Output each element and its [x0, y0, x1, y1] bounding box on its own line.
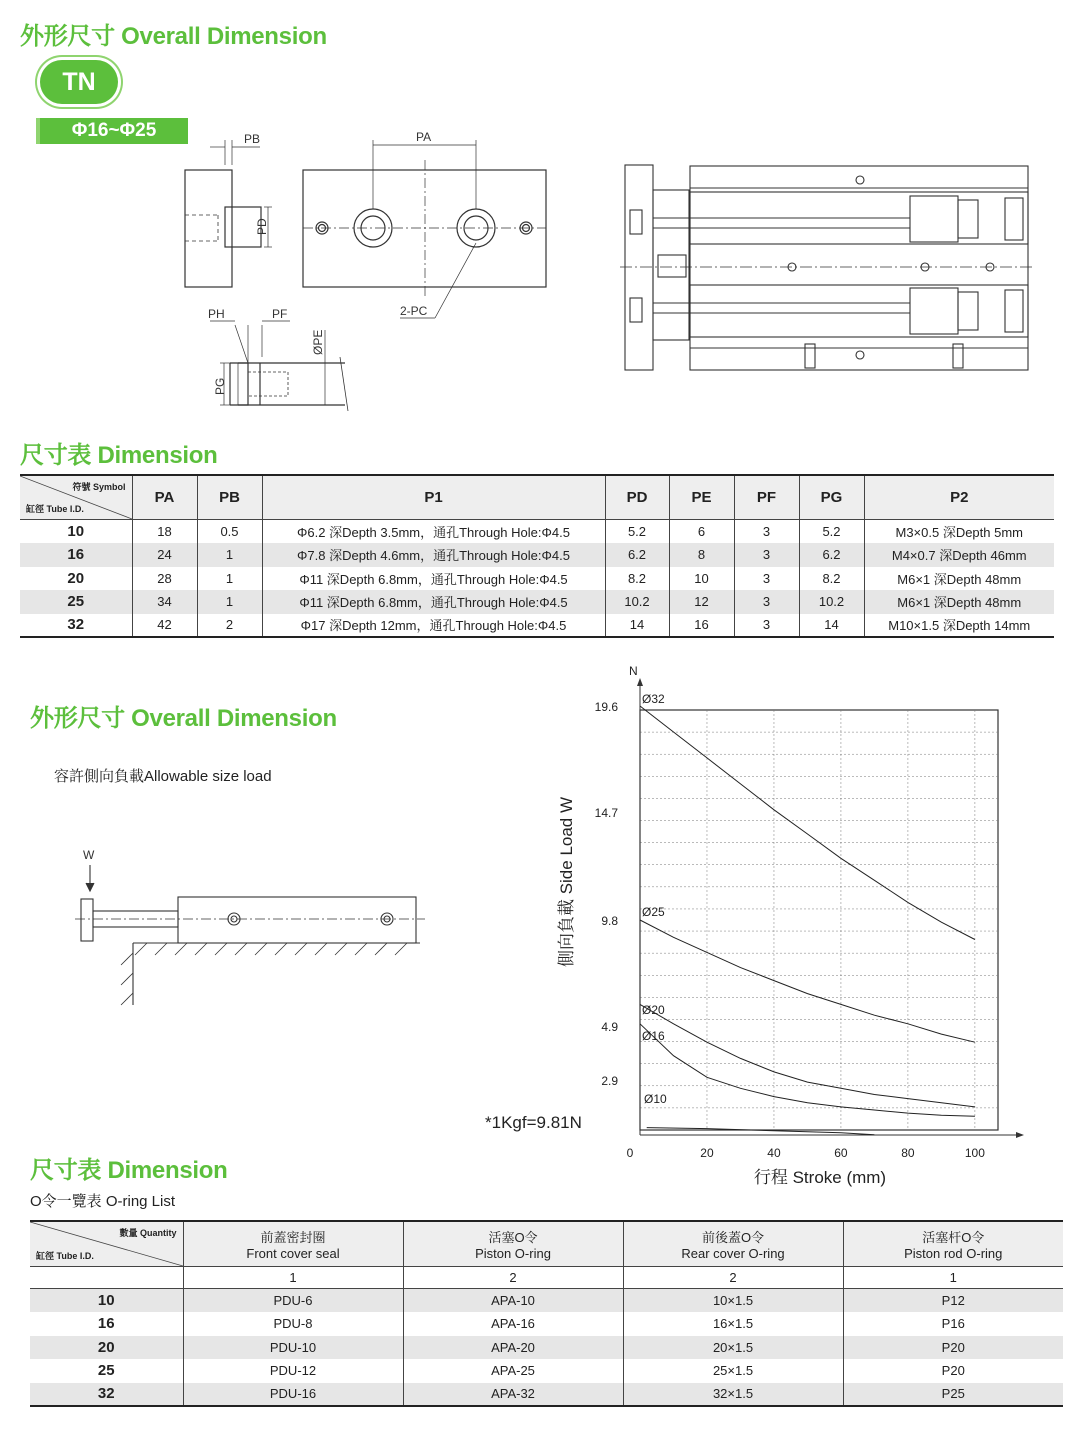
table-cell: 3 [734, 590, 799, 614]
table-cell: APA-16 [403, 1312, 623, 1336]
table-cell: Φ17 深Depth 12mm，通孔Through Hole:Φ4.5 [262, 614, 605, 638]
side-load-chart [550, 660, 1040, 1200]
table-cell: 42 [132, 614, 197, 638]
tube-id-cell: 25 [30, 1359, 183, 1383]
table-cell: 16 [669, 614, 734, 638]
table-cell: 3 [734, 567, 799, 591]
series-line [640, 706, 975, 940]
y-tick-label: 19.6 [594, 700, 618, 714]
oring-column-header: 前後蓋O令 Rear cover O-ring [623, 1221, 843, 1267]
x-tick-label: 80 [901, 1146, 915, 1160]
table-cell: P16 [941, 1316, 965, 1332]
table-cell: P12 [941, 1293, 965, 1308]
plot-frame [640, 710, 998, 1130]
table-row [20, 543, 1054, 567]
oring-table [30, 1220, 1063, 1407]
table-cell: APA-10 [403, 1289, 623, 1313]
series-line [640, 1004, 975, 1107]
table-cell: APA-20 [403, 1336, 623, 1360]
column-header: P1 [262, 475, 605, 520]
label-pb: PB [244, 132, 261, 146]
table-cell: 24 [132, 543, 197, 567]
bore-range-label: Φ16~Φ25 [40, 118, 188, 144]
x-tick-label: 60 [834, 1146, 848, 1160]
table-cell: 3 [734, 614, 799, 638]
model-badge: TN [40, 60, 118, 104]
table-cell: 1 [197, 567, 262, 591]
tube-id-cell: 10 [20, 520, 132, 544]
table-cell: 2 [197, 614, 262, 638]
table-cell: APA-32 [403, 1383, 623, 1407]
table-cell: PDU-10 [183, 1336, 403, 1360]
section-title-dimension: 尺寸表 Dimension [20, 442, 218, 469]
oring-subtitle: O令一覽表 O-ring List [30, 1193, 176, 1210]
table-row [20, 520, 1054, 544]
table-cell: 25×1.5 [623, 1359, 843, 1383]
oring-corner-header [30, 1221, 183, 1267]
header-tube-id: 缸徑 Tube I.D. [26, 504, 84, 514]
y-axis-label: 側向負載 Side Load W [557, 796, 576, 968]
table-cell: 34 [132, 590, 197, 614]
tube-id-cell: 16 [20, 543, 132, 567]
oring-column-header: 活塞杆O令 Piston rod O-ring [904, 1230, 1003, 1261]
quantity-cell: 2 [403, 1267, 623, 1289]
series-label: Ø10 [644, 1092, 667, 1106]
section-title-overall-dimension: 外形尺寸 Overall Dimension [20, 23, 327, 50]
table-row [30, 1336, 1063, 1360]
table-cell: PDU-8 [183, 1312, 403, 1336]
tube-id-cell: 20 [20, 567, 132, 591]
table-cell: 1 [197, 543, 262, 567]
x-axis-label: 行程 Stroke (mm) [753, 1168, 887, 1187]
table-row [30, 1312, 1063, 1336]
table-cell: 18 [132, 520, 197, 544]
table-cell: Φ11 深Depth 6.8mm，通孔Through Hole:Φ4.5 [262, 590, 605, 614]
table-cell: 28 [132, 567, 197, 591]
table-cell: M6×1 深Depth 48mm [897, 595, 1022, 611]
load-w-label: W [83, 848, 95, 862]
table-cell: 0.5 [197, 520, 262, 544]
label-pd: PD [255, 218, 269, 235]
table-cell: 16×1.5 [623, 1312, 843, 1336]
header-tube-id: 缸徑 Tube I.D. [36, 1251, 94, 1261]
table-cell: P20 [941, 1363, 965, 1379]
y-tick-label: 9.8 [601, 914, 618, 928]
x-tick-label: 20 [700, 1146, 714, 1160]
label-pc: 2-PC [400, 304, 428, 318]
table-cell: 10.2 [799, 590, 864, 614]
table-cell: PDU-12 [183, 1359, 403, 1383]
series-line [640, 920, 975, 1042]
column-header: PB [197, 475, 262, 520]
x-tick-label: 100 [964, 1146, 985, 1160]
table-cell: M10×1.5 深Depth 14mm [888, 618, 1031, 634]
table-cell: Φ11 深Depth 6.8mm，通孔Through Hole:Φ4.5 [262, 567, 605, 591]
series-label: Ø32 [642, 692, 665, 706]
column-header: PG [799, 475, 864, 520]
side-load-diagram [75, 845, 430, 1010]
column-header: PD [605, 475, 669, 520]
table-cell: 3 [734, 543, 799, 567]
series-label: Ø20 [642, 1003, 665, 1017]
table-cell: 1 [197, 590, 262, 614]
column-header: PE [669, 475, 734, 520]
dimension-table [20, 474, 1054, 638]
table-row [30, 1383, 1063, 1407]
quantity-cell: 1 [183, 1267, 403, 1289]
x-tick-label: 0 [626, 1146, 634, 1160]
oring-column-header: 前蓋密封圈 Front cover seal [183, 1221, 403, 1267]
table-cell: 6 [669, 520, 734, 544]
y-tick-label: 4.9 [601, 1020, 618, 1034]
table-cell: M4×0.7 深Depth 46mm [891, 548, 1027, 564]
table-cell: 8.2 [799, 567, 864, 591]
y-tick-label: 14.7 [594, 806, 618, 820]
table-cell: P25 [941, 1386, 965, 1402]
table-row [20, 567, 1054, 591]
table-row [30, 1359, 1063, 1383]
table-cell: Φ6.2 深Depth 3.5mm，通孔Through Hole:Φ4.5 [262, 520, 605, 544]
table-row [30, 1289, 1063, 1313]
y-axis-arrow [637, 678, 643, 686]
quantity-cell: 2 [623, 1267, 843, 1289]
table-row [20, 614, 1054, 638]
table-cell: 6.2 [799, 543, 864, 567]
table-cell: P20 [941, 1339, 965, 1355]
table-cell: Φ7.8 深Depth 4.6mm，通孔Through Hole:Φ4.5 [262, 543, 605, 567]
table-cell: M6×1 深Depth 48mm [897, 571, 1022, 587]
x-tick-label: 40 [767, 1146, 781, 1160]
y-unit-label: N [629, 664, 638, 678]
table-cell: 10 [669, 567, 734, 591]
table-cell: 6.2 [605, 543, 669, 567]
table-cell: 5.2 [799, 520, 864, 544]
x-axis-arrow [1016, 1132, 1024, 1138]
series-label: Ø16 [642, 1029, 665, 1043]
series-label: Ø25 [642, 905, 665, 919]
tube-id-cell: 10 [30, 1289, 183, 1313]
column-header: PA [132, 475, 197, 520]
table-cell: 8 [669, 543, 734, 567]
table-cell: 32×1.5 [623, 1383, 843, 1407]
table-corner-header [20, 475, 132, 520]
table-cell: 10×1.5 [623, 1289, 843, 1313]
header-quantity: 數量 Quantity [119, 1228, 177, 1238]
tube-id-cell: 16 [30, 1312, 183, 1336]
quantity-row [30, 1267, 1063, 1289]
table-cell: APA-25 [403, 1359, 623, 1383]
oring-column-header: 活塞O令 Piston O-ring [403, 1221, 623, 1267]
label-pf: PF [272, 307, 288, 321]
table-cell: 12 [669, 590, 734, 614]
side-load-subtitle: 容許側向負載Allowable size load [54, 768, 272, 785]
table-cell: 20×1.5 [623, 1336, 843, 1360]
label-pg: PG [213, 377, 227, 395]
header-symbol: 符號 Symbol [72, 482, 126, 492]
section-title-side-load: 外形尺寸 Overall Dimension [30, 705, 337, 732]
quantity-cell: 1 [949, 1270, 957, 1285]
tube-id-cell: 25 [20, 590, 132, 614]
cylinder-section-drawing [620, 160, 1035, 375]
series-line [640, 1024, 975, 1116]
column-header: PF [734, 475, 799, 520]
table-row [20, 590, 1054, 614]
label-pe: ØPE [311, 329, 325, 355]
column-header: P2 [950, 489, 969, 506]
label-ph: PH [208, 307, 225, 321]
table-cell: 14 [799, 614, 864, 638]
table-cell: 10.2 [605, 590, 669, 614]
tube-id-cell: 32 [20, 614, 132, 638]
tube-id-cell: 32 [30, 1383, 183, 1407]
table-cell: 14 [605, 614, 669, 638]
table-cell: M3×0.5 深Depth 5mm [895, 525, 1024, 540]
series-line [647, 1128, 875, 1135]
conversion-note: *1Kgf=9.81N [485, 1113, 582, 1132]
tube-id-cell: 20 [30, 1336, 183, 1360]
section-title-oring: 尺寸表 Dimension [30, 1157, 228, 1184]
table-cell: 3 [734, 520, 799, 544]
plate-dimension-drawing [180, 125, 570, 415]
table-cell: PDU-6 [183, 1289, 403, 1313]
table-cell: PDU-16 [183, 1383, 403, 1407]
y-tick-label: 2.9 [601, 1074, 618, 1088]
table-cell: 5.2 [605, 520, 669, 544]
label-pa: PA [416, 130, 432, 144]
table-cell: 8.2 [605, 567, 669, 591]
